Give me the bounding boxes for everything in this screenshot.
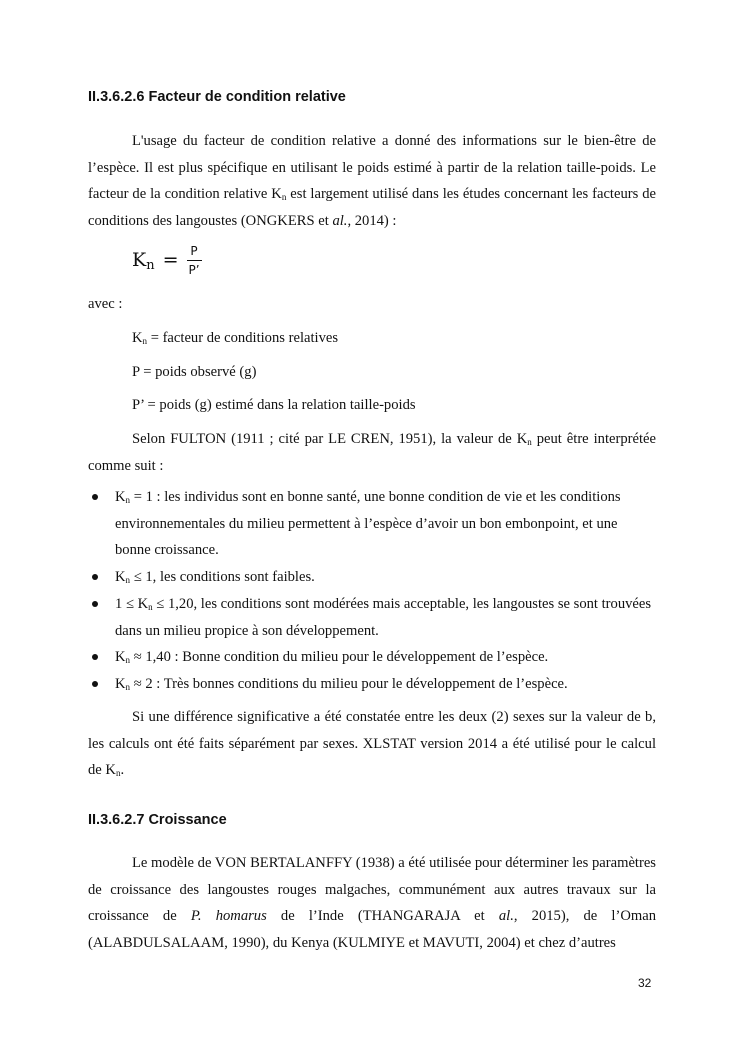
difference-paragraph: Si une différence significative a été constatée entre les deux (2) sexes sur la valeur de b, les calculs ont été faits séparément par sexes. XLSTAT version 2014 a été utilisé pour le calcul de $K_n$. (88, 709, 656, 779)
kn-formula (132, 240, 202, 280)
formula-lhs-subscript: n (146, 257, 155, 273)
page-number: 32 (638, 976, 652, 990)
formula-numerator: P (190, 243, 198, 258)
bullet-icon (92, 601, 98, 607)
formula-equals: = (162, 249, 179, 271)
avec-label: avec : (88, 296, 123, 312)
interpretation-list (88, 484, 656, 698)
list-item: $K_n \approx 1,40$ : Bonne condition du milieu pour le développement de l’espèce. (88, 644, 656, 671)
bullet-icon (92, 574, 98, 580)
definition-p-prime: P’ = poids (g) estimé dans la relation taille-poids (132, 397, 416, 413)
croissance-paragraph: Le modèle de VON BERTALANFFY (1938) a été utilisée pour déterminer les paramètres de croissance des langoustes rouges malgaches, communément aux autres travaux sur la croissance de P. homarus de l’Inde (THANGARAJA et al., 2015), de l’Oman (ALABDULSALAAM, 1990), du Kenya (KULMIYE et MAVUTI, 2004) et chez d’autres (88, 855, 656, 952)
formula-lhs: K (132, 249, 147, 271)
section-heading-croissance: II.3.6.2.7 Croissance (88, 812, 227, 828)
list-item: $K_n \le 1$, les conditions sont faibles. (88, 564, 656, 591)
definition-kn: $K_n$ = facteur de conditions relatives (132, 330, 339, 346)
fulton-paragraph: Selon FULTON (1911 ; cité par LE CREN, 1951), la valeur de $K_n$ peut être interprétée comme suit : (88, 431, 656, 474)
list-item: $1 \le K_n \le 1,20$, les conditions sont modérées mais acceptable, les langoustes se sont trouvées dans un milieu propice à son développement. (88, 591, 656, 644)
section-heading-condition-relative: II.3.6.2.6 Facteur de condition relative (88, 89, 346, 105)
formula-denominator: P’ (187, 260, 202, 277)
definition-p: P = poids observé (g) (132, 364, 257, 380)
formula-fraction (187, 244, 202, 277)
list-item: $K_n \approx 2$ : Très bonnes conditions du milieu pour le développement de l’espèce. (88, 671, 656, 698)
list-item: $K_n = 1$ : les individus sont en bonne santé, une bonne condition de vie et les conditions environnementales du milieu permettent à l’espèce d’avoir un bon embonpoint, et une bonne croissance. (88, 484, 656, 564)
bullet-icon (92, 494, 98, 500)
intro-paragraph: L'usage du facteur de condition relative a donné des informations sur le bien-être de l’espèce. Il est plus spécifique en utilisant le poids estimé à partir de la relation taille-poids. Le facteur de la condition relative $K_n$ est largement utilisé dans les études concernant les facteurs de conditions des langoustes (ONGKERS et al., 2014) : (88, 133, 656, 230)
bullet-icon (92, 654, 98, 660)
bullet-icon (92, 681, 98, 687)
